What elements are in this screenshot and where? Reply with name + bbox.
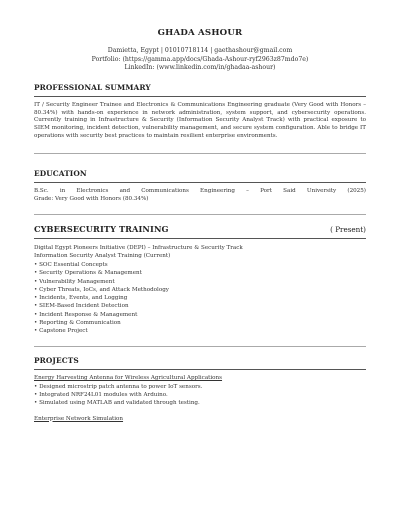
training-divider bbox=[34, 238, 366, 239]
list-item: • Capstone Project bbox=[34, 327, 88, 334]
list-item: • Cyber Threats, IoCs, and Attack Methodology bbox=[34, 286, 169, 293]
training-program: Digital Egypt Pioneers Initiative (DEPI) – Infrastructure & Security Track bbox=[34, 245, 243, 252]
training-status: ( Present) bbox=[330, 225, 366, 235]
education-grade: Grade: Very Good with Honors (80.34%) bbox=[34, 195, 149, 202]
education-section bbox=[34, 169, 366, 204]
list-item: • Reporting & Communication bbox=[34, 319, 121, 326]
list-item: • SIEM-Based Incident Detection bbox=[34, 303, 129, 310]
training-track: Information Security Analyst Training (Current) bbox=[34, 253, 171, 260]
training-header bbox=[34, 224, 366, 238]
section-divider bbox=[34, 153, 366, 154]
list-item: • Integrated NRF24L01 modules with Arduino. bbox=[34, 392, 168, 399]
training-section bbox=[34, 224, 366, 335]
education-degree: B.Sc. in Electronics and Communications Engineering – Port Said University (2025) bbox=[34, 187, 366, 194]
list-item: • Security Operations & Management bbox=[34, 270, 142, 277]
list-item: • Designed microstrip patch antenna to power IoT sensors. bbox=[34, 384, 203, 391]
training-title: CYBERSECURITY TRAINING bbox=[34, 224, 169, 235]
summary-text: IT / Security Engineer Trainee and Electronics & Communications Engineering graduate (Very Good with Honors – 80.34%) with hands-on experience in network administration, system support, and cybersecurity operations. Currently training in Infrastructure & Security (Information Security Analyst Track) with practical exposure to SIEM monitoring, incident detection, vulnerability management, and secure system configuration. Able to bridge IT operations with security best practices to maintain resilient enterprise environments. bbox=[34, 101, 366, 139]
training-list bbox=[34, 261, 366, 335]
section-divider bbox=[34, 214, 366, 215]
summary-divider bbox=[34, 96, 366, 97]
list-item: • SOC Essential Concepts bbox=[34, 262, 108, 269]
contact-line: Damietta, Egypt | 01010718114 | gaethashour@gmail.com bbox=[107, 47, 293, 54]
summary-title: PROFESSIONAL SUMMARY bbox=[34, 82, 151, 92]
project-1-name: Energy Harvesting Antenna for Wireless Agricultural Applications bbox=[34, 375, 223, 382]
linkedin-link[interactable]: LinkedIn: (www.linkedin.com/in/ghadaa-ashour) bbox=[124, 64, 276, 72]
projects-title: PROJECTS bbox=[34, 356, 79, 366]
portfolio-link[interactable]: Portfolio: (https://gamma.app/docs/Ghada-Ashour-ryf2963z87mdo7e) bbox=[91, 55, 309, 63]
education-title: EDUCATION bbox=[34, 168, 87, 178]
list-item: • Incidents, Events, and Logging bbox=[34, 295, 128, 302]
list-item: • Vulnerability Management bbox=[34, 278, 115, 285]
list-item: • Incident Response & Management bbox=[34, 311, 138, 318]
summary-section bbox=[34, 83, 366, 141]
contact-block bbox=[34, 47, 366, 73]
projects-divider bbox=[34, 369, 366, 370]
section-divider bbox=[34, 346, 366, 347]
candidate-name: GHADA ASHOUR bbox=[157, 28, 243, 38]
projects-section bbox=[34, 356, 366, 423]
education-divider bbox=[34, 182, 366, 183]
list-item: • Simulated using MATLAB and validated through testing. bbox=[34, 400, 200, 407]
project-2-name: Enterprise Network Simulation bbox=[34, 415, 124, 422]
